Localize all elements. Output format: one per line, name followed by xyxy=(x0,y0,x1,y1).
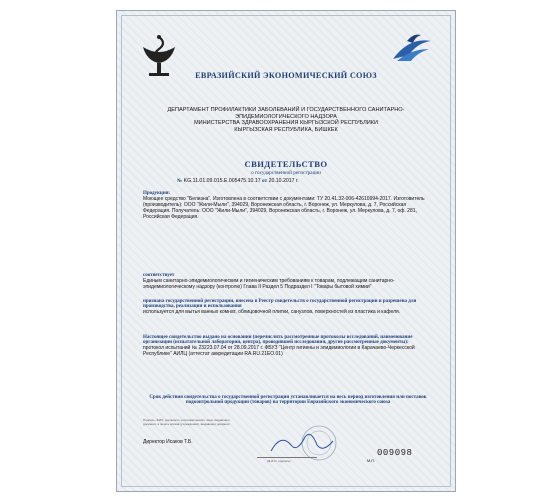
product-text: Моющее средство "Белизна". Изготовлена в соответствии с документами: ТУ 20.41.32-006-42610994-2017. Изготовитель (производитель): ООО "Жили-Мыли", 394029, Воронежская область, г. Воронеж, ул. Меркулова, д. 7, Российская Федерация. Получатель: ООО "Жили-Мыли", 394029, Воронежская область, г. Воронеж, ул. Меркулова, д. 7, оф. 281, Российская Федерация. xyxy=(143,196,425,221)
department-block xyxy=(133,107,439,133)
basis-section xyxy=(143,335,433,357)
compliance-label: соответствует xyxy=(143,273,175,278)
page-border xyxy=(121,15,451,487)
director-name: Директор Исаков Т.Б. xyxy=(143,439,193,445)
signature-caption: (Ф.И.О. подпись) xyxy=(267,459,291,463)
compliance-text: Единым санитарно-эпидемиологическим и гигиеническим требованиям к товарам, подлежащим санитарно-эпидемиологическому надзору (контролю) Глава II Раздел 5 Подраздел I "Товары бытовой химии" xyxy=(143,278,395,291)
certificate-date: 20.10.2017 г. xyxy=(268,178,299,184)
signature-note: Подпись, ФИО, должность уполномоченного лица, выдавшего документ, а печать органа (учреждения), выдавшего документ xyxy=(143,418,230,426)
number-label: № xyxy=(177,178,183,184)
validity-text: Срок действия свидетельства о государственной регистрации устанавливается на весь период изготовления или поставок подконтрольной продукции (товаров) на территории Евразийского экономического союза xyxy=(149,395,427,405)
certificate-number-row xyxy=(177,178,299,184)
registry-text: используется для мытья ванных комнат, облицовочной плитки, санузлов, поверхностей из пластика и кафеля. xyxy=(143,309,401,315)
certificate-subtitle: о государственной регистрации xyxy=(251,170,321,176)
department-line: КЫРГЫЗСКАЯ РЕСПУБЛИКА, БИШКЕК xyxy=(234,126,338,133)
product-label: Продукция: xyxy=(143,191,171,196)
registry-section xyxy=(143,299,433,315)
stamp-label: М.П. xyxy=(367,459,376,463)
certificate-title: СВИДЕТЕЛЬСТВО xyxy=(244,159,328,169)
registry-label: признана государственной регистрации, внесена в Реестр свидетельств о государственной регистрации и разрешена для производства, реализации и использования xyxy=(143,299,417,309)
date-label: от xyxy=(262,178,268,184)
compliance-section xyxy=(143,273,433,290)
department-line: ДЕПАРТАМЕНТ ПРОФИЛАКТИКИ ЗАБОЛЕВАНИЙ И ГОСУДАРСТВЕННОГО САНИТАРНО- xyxy=(167,107,405,113)
product-section xyxy=(143,191,433,220)
basis-text: протокол испытаний № 23223.07.04 от 28.09.2017 г. ФБУЗ "Центр гигиены и эпидемиологии в Карачаево-Черкесской Республике" АИЛЦ (аттестат аккредитации RA.RU.21ЕО.01) xyxy=(143,345,415,358)
eaeu-logo-icon xyxy=(389,31,435,69)
department-line: ЭПИДЕМИОЛОГИЧЕСКОГО НАДЗОРА xyxy=(235,113,337,120)
certificate-number: KG.11.01.09.015.Е.005475.10.17 xyxy=(183,178,261,184)
basis-label: Настоящее свидетельство выдано на основании (перечислить рассмотренные протоколы исследований, наименование организации (испытательной лаборатории, центра), проводившей исследования, другие рассмотренные документы): xyxy=(143,335,413,345)
department-line: МИНИСТЕРСТВА ЗДРАВООХРАНЕНИЯ КЫРГЫЗСКОЙ РЕСПУБЛИКИ xyxy=(193,120,379,127)
signature-line xyxy=(257,457,317,458)
union-title: ЕВРАЗИЙСКИЙ ЭКОНОМИЧЕСКИЙ СОЮЗ xyxy=(195,71,377,80)
certificate-page xyxy=(116,10,456,492)
serial-number: 009098 xyxy=(377,448,413,458)
